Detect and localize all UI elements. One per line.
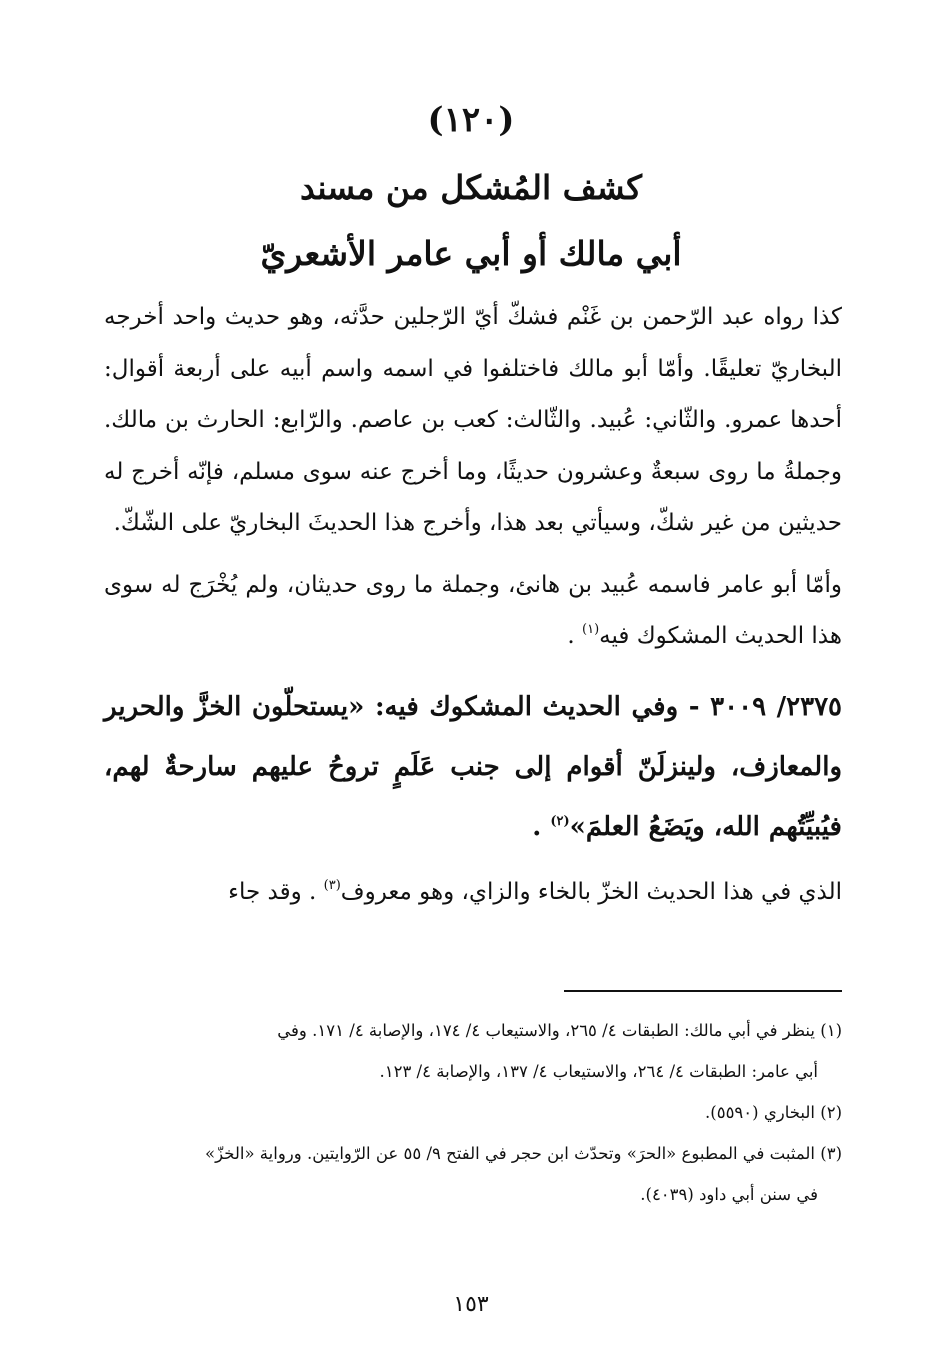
paragraph-abu-amir-end: . [567, 623, 582, 649]
chapter-title-line-2: أبي مالك أو أبي عامر الأشعريّ [260, 234, 682, 273]
main-text [104, 292, 842, 918]
paragraph-commentary-text: الذي في هذا الحديث الخزّ بالخاء والزاي، وهو معروف [340, 878, 842, 905]
paragraph-abu-amir [104, 560, 842, 663]
footnote-separator [564, 990, 842, 992]
chapter-number: (١٢٠) [427, 100, 515, 140]
footnote-1-line-2: أبي عامر: الطبقات ٤/ ٢٦٤، والاستيعاب ٤/ ١٣٧، والإصابة ٤/ ١٢٣. [379, 1062, 818, 1081]
hadith-body: ٢٣٧٥/ ٣٠٠٩ - وفي الحديث المشكوك فيه: «يستحلّون الخزَّ والحرير والمعازف، ولينزلَنّ أقوام إلى جنب عَلَمٍ تروحُ عليهم سارحةٌ لهم، فيُبيِّتُهم الله، ويَضَعُ العلمَ» [104, 691, 842, 842]
footnote-1-line-1: (١) ينظر في أبي مالك: الطبقات ٤/ ٢٦٥، والاستيعاب ٤/ ١٧٤، والإصابة ٤/ ١٧١. وفي [277, 1021, 842, 1040]
hadith-end: . [532, 811, 551, 842]
footnote-ref-1: (١) [582, 622, 600, 637]
footnotes [104, 1010, 842, 1215]
footnote-ref-2: (٢) [550, 813, 570, 829]
paragraph-commentary-end: . وقد جاء [228, 878, 324, 905]
chapter-title-line-1: كشف المُشكل من مسند [300, 168, 642, 207]
paragraph-abu-amir-text: وأمّا أبو عامر فاسمه عُبيد بن هانئ، وجملة ما روى حديثان، ولم يُخْرَج له سوى هذا الحديث المشكوك فيه [104, 571, 842, 649]
footnote-ref-3: (٣) [323, 877, 341, 893]
page-number: ١٥٣ [453, 1292, 489, 1317]
hadith-text [104, 677, 842, 857]
footnote-2: (٢) البخاري (٥٥٩٠). [705, 1103, 842, 1122]
paragraph-commentary [104, 867, 842, 919]
paragraph-intro: كذا رواه عبد الرّحمن بن غَنْم فشكّ أيّ الرّجلين حدَّثه، وهو حديث واحد أخرجه البخاريّ تعليقًا. وأمّا أبو مالك فاختلفوا في اسمه واسم أبيه على أربعة أقوال: أحدها عمرو. والثّاني: عُبيد. والثّالث: كعب بن عاصم. والرّابع: الحارث بن مالك. وجملةُ ما روى سبعةٌ وعشرون حديثًا، وما أخرج عنه سوى مسلم، فإنّه أخرج له حديثين من غير شكّ، وسيأتي بعد هذا، وأخرج هذا الحديثَ البخاريّ على الشّكّ. [104, 304, 842, 536]
footnote-3-line-1: (٣) المثبت في المطبوع «الحرَ» وتحدّث ابن حجر في الفتح ٩/ ٥٥ عن الرّوايتين. ورواية «الخزّ» [205, 1144, 842, 1163]
footnote-3-line-2: في سنن أبي داود (٤٠٣٩). [640, 1185, 818, 1204]
